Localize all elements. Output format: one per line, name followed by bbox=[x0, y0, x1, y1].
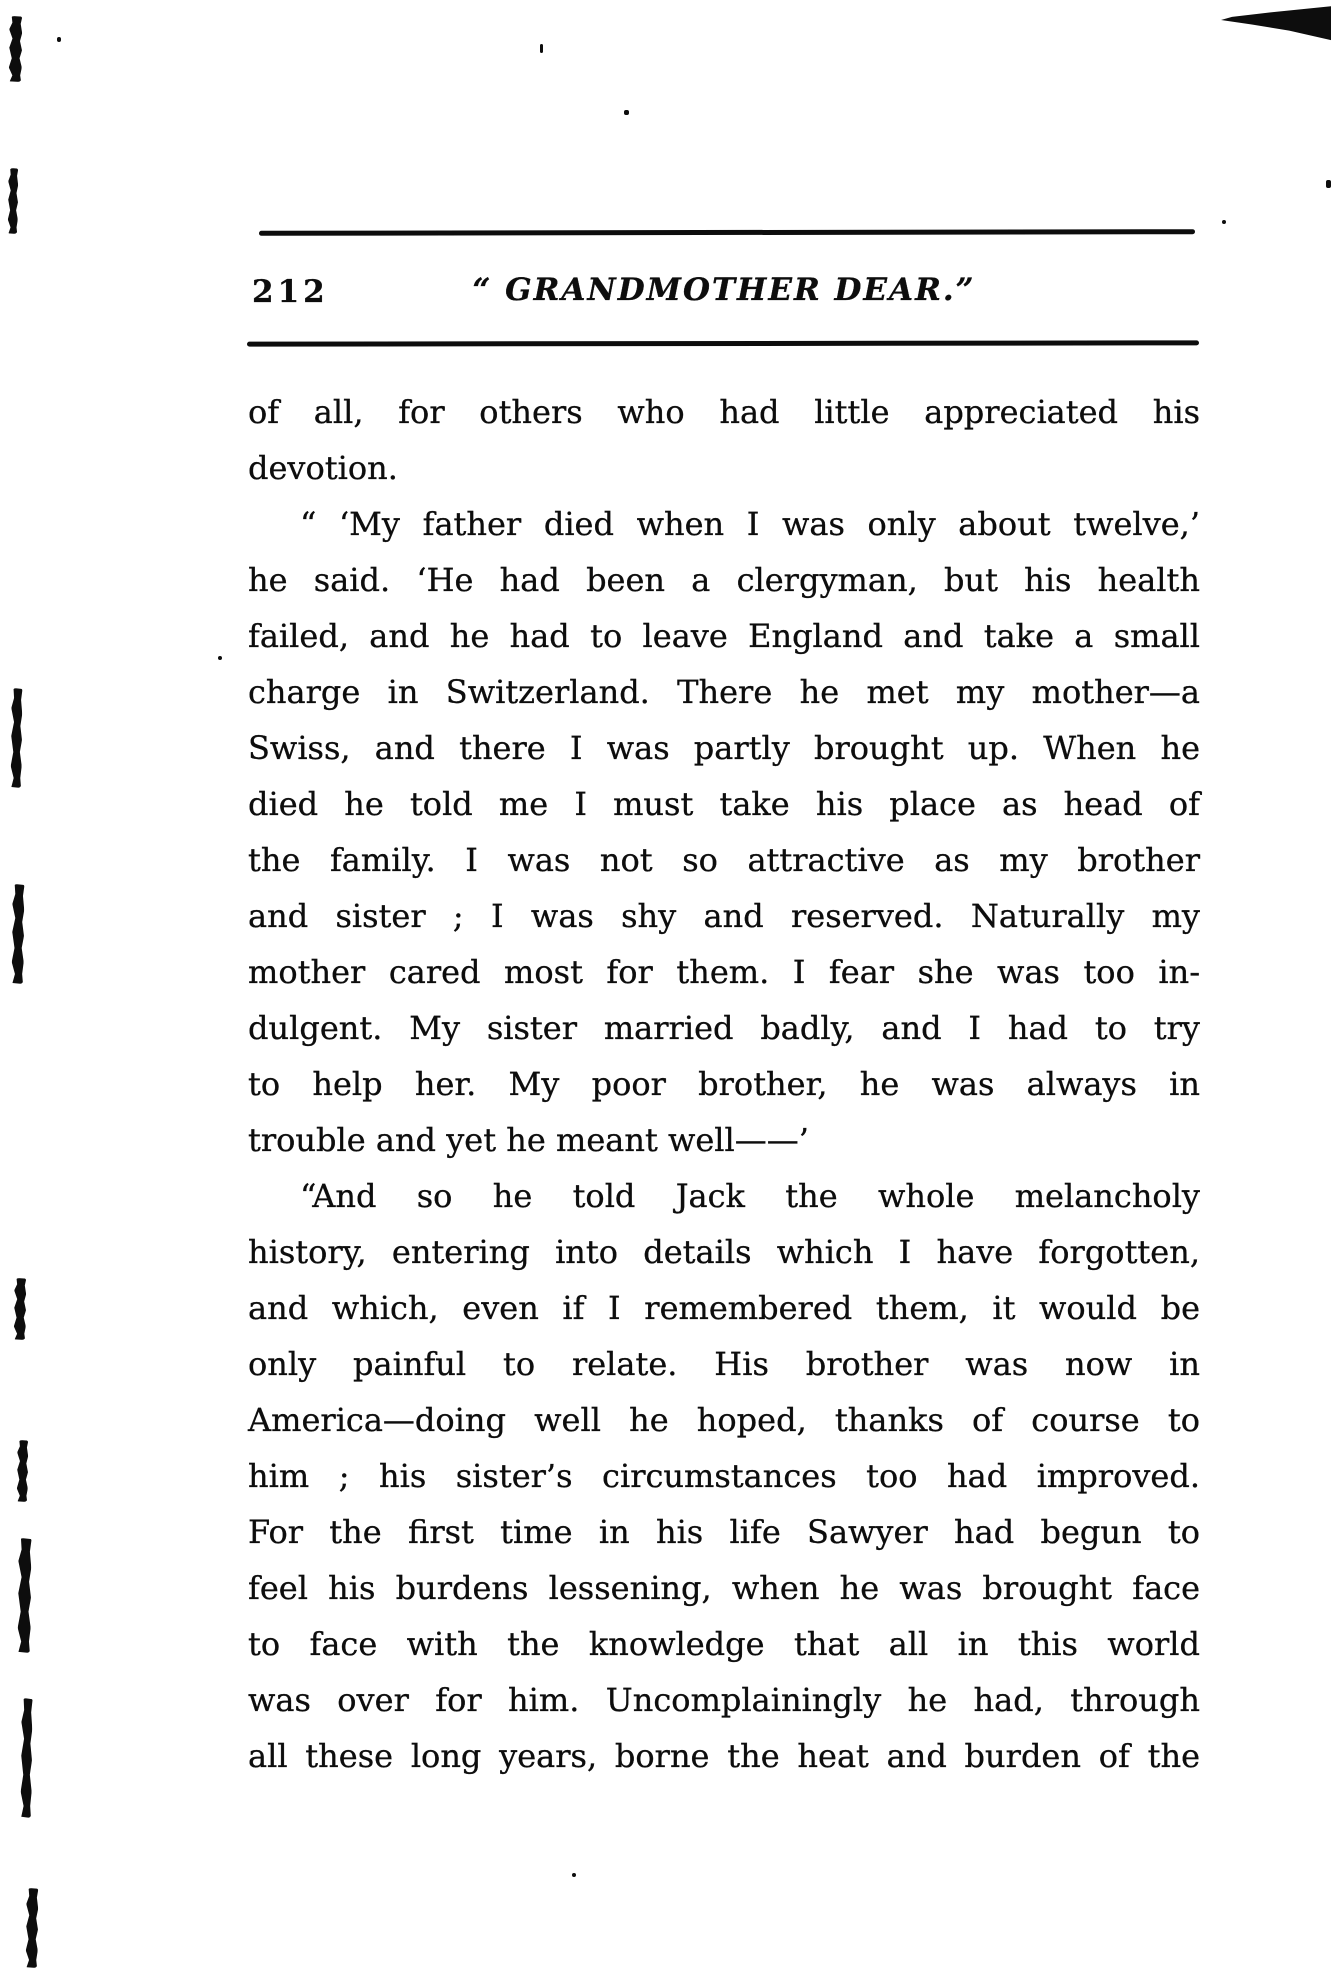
header-rule-top bbox=[259, 229, 1195, 236]
text-line: America—doing well he hoped, thanks of course to bbox=[248, 1401, 1200, 1439]
header-rule-bottom bbox=[247, 340, 1199, 346]
scan-artifact-strip bbox=[20, 1698, 32, 1818]
text-line: failed, and he had to leave England and take a small bbox=[248, 617, 1200, 655]
scan-artifact-strip bbox=[17, 1538, 31, 1653]
text-line: and which, even if I remembered them, it would be bbox=[248, 1289, 1200, 1327]
scan-artifact-speck bbox=[1326, 180, 1331, 188]
scan-artifact-strip bbox=[9, 16, 23, 82]
scan-artifact-strip bbox=[14, 1278, 27, 1340]
scan-artifact-corner-wedge bbox=[1221, 4, 1331, 42]
text-line: history, entering into details which I have forgotten, bbox=[248, 1233, 1200, 1271]
text-line: devotion. bbox=[248, 449, 398, 487]
scan-artifact-strip bbox=[10, 688, 22, 788]
text-line: Swiss, and there I was partly brought up. When he bbox=[248, 729, 1200, 767]
scan-artifact-speck bbox=[624, 110, 629, 115]
scan-artifact-speck bbox=[540, 44, 543, 53]
text-line: to face with the knowledge that all in this world bbox=[248, 1625, 1200, 1663]
text-line: “ ‘My father died when I was only about twelve,’ bbox=[300, 505, 1200, 543]
text-line: was over for him. Uncomplainingly he had, through bbox=[248, 1681, 1200, 1719]
text-line: trouble and yet he meant well——’ bbox=[248, 1121, 809, 1159]
text-line: he said. ‘He had been a clergyman, but his health bbox=[248, 561, 1200, 599]
scan-artifact-speck bbox=[572, 1873, 576, 1877]
running-header bbox=[248, 264, 1200, 312]
body-text bbox=[248, 384, 1200, 1784]
page-number: 212 bbox=[252, 274, 329, 310]
scan-artifact-speck bbox=[1222, 220, 1226, 224]
text-line: charge in Switzerland. There he met my mother—a bbox=[248, 673, 1200, 711]
text-line: all these long years, borne the heat and burden of the bbox=[248, 1737, 1200, 1775]
scan-artifact-strip bbox=[26, 1888, 39, 1968]
text-line: the family. I was not so attractive as my brother bbox=[248, 841, 1200, 879]
text-line: to help her. My poor brother, he was always in bbox=[248, 1065, 1200, 1103]
text-line: “And so he told Jack the whole melancholy bbox=[300, 1177, 1200, 1215]
scan-artifact-speck bbox=[57, 37, 61, 42]
text-line: only painful to relate. His brother was now in bbox=[248, 1345, 1200, 1383]
scan-artifact-speck bbox=[218, 656, 222, 660]
scan-artifact-strip bbox=[11, 884, 24, 984]
running-title: “ GRANDMOTHER DEAR.” bbox=[472, 272, 976, 308]
scan-artifact-strip bbox=[17, 1440, 29, 1502]
text-line: and sister ; I was shy and reserved. Naturally my bbox=[248, 897, 1200, 935]
text-line: him ; his sister’s circumstances too had improved. bbox=[248, 1457, 1200, 1495]
text-line: For the first time in his life Sawyer had begun to bbox=[248, 1513, 1200, 1551]
text-line: dulgent. My sister married badly, and I had to try bbox=[248, 1009, 1200, 1047]
text-line: of all, for others who had little appreciated his bbox=[248, 393, 1200, 431]
text-line: died he told me I must take his place as head of bbox=[248, 785, 1200, 823]
text-line: mother cared most for them. I fear she was too in- bbox=[248, 953, 1200, 991]
text-line: feel his burdens lessening, when he was brought face bbox=[248, 1569, 1200, 1607]
scan-artifact-strip bbox=[8, 168, 19, 234]
